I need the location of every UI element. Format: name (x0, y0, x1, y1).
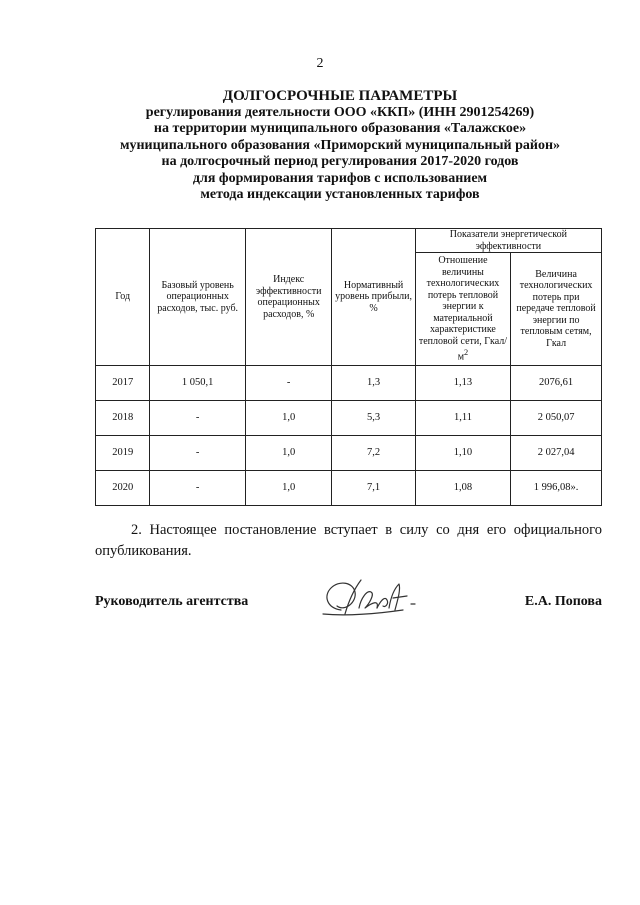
cell-index: 1,0 (245, 401, 332, 436)
cell-profit: 7,1 (332, 471, 415, 506)
document-title (60, 88, 620, 204)
handwritten-signature (315, 574, 425, 626)
title-line: на долгосрочный период регулирования 2017-2020 годов (161, 154, 519, 169)
cell-loss: 2 050,07 (511, 401, 602, 436)
cell-profit: 1,3 (332, 366, 415, 401)
cell-index: 1,0 (245, 471, 332, 506)
header-loss-ratio-text: Отношение величины технологических потерь тепловой энергии к материальной характеристике тепловой сети, Гкал/м (418, 255, 508, 363)
signer-title: Руководитель агентства (95, 594, 249, 609)
table-row (96, 366, 602, 401)
cell-ratio: 1,13 (415, 366, 510, 401)
page-number: 2 (316, 56, 324, 71)
cell-ratio: 1,11 (415, 401, 510, 436)
signer-name: Е.А. Попова (524, 594, 602, 609)
cell-base: - (150, 436, 245, 471)
title-line: регулирования деятельности ООО «ККП» (ИНН 2901254269) (145, 104, 535, 120)
header-loss-ratio (415, 253, 510, 366)
table-row (96, 436, 602, 471)
cell-year: 2018 (96, 401, 150, 436)
cell-year: 2019 (96, 436, 150, 471)
header-profit-level: Нормативный уровень прибыли, % (332, 229, 415, 366)
cell-year: 2017 (96, 366, 150, 401)
title-main: ДОЛГОСРОЧНЫЕ ПАРАМЕТРЫ (222, 88, 458, 104)
header-loss-ratio-sup: 2 (464, 348, 469, 358)
cell-ratio: 1,10 (415, 436, 510, 471)
effective-date-paragraph: 2. Настоящее постановление вступает в силу со дня его официального опубликования. (95, 522, 602, 559)
cell-loss: 1 996,08». (511, 471, 602, 506)
header-loss-value: Величина технологических потерь при передаче тепловой энергии по тепловым сетям, Гкал (511, 253, 602, 366)
table-row (96, 471, 602, 506)
title-line: на территории муниципального образования «Талажское» (153, 121, 527, 136)
cell-base: - (150, 471, 245, 506)
header-efficiency-index: Индекс эффективности операционных расходов, % (245, 229, 332, 366)
cell-loss: 2 027,04 (511, 436, 602, 471)
header-base-cost: Базовый уровень операционных расходов, тыс. руб. (150, 229, 245, 366)
parameters-table (95, 228, 602, 506)
cell-profit: 7,2 (332, 436, 415, 471)
cell-index: 1,0 (245, 436, 332, 471)
cell-base: - (150, 401, 245, 436)
header-energy-efficiency: Показатели энергетической эффективности (415, 229, 601, 253)
title-line: муниципального образования «Приморский муниципальный район» (119, 137, 561, 153)
cell-base: 1 050,1 (150, 366, 245, 401)
header-year: Год (96, 229, 150, 366)
table-row (96, 401, 602, 436)
signature-block (95, 588, 602, 628)
cell-index: - (245, 366, 332, 401)
cell-year: 2020 (96, 471, 150, 506)
cell-profit: 5,3 (332, 401, 415, 436)
title-line: для формирования тарифов с использованием (192, 170, 488, 186)
title-line: метода индексации установленных тарифов (200, 187, 480, 202)
cell-ratio: 1,08 (415, 471, 510, 506)
cell-loss: 2076,61 (511, 366, 602, 401)
